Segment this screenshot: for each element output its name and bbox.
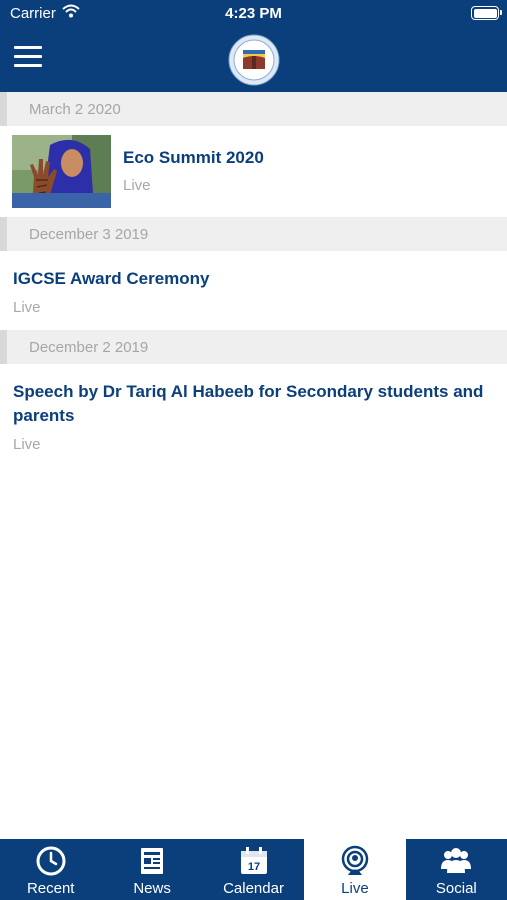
tab-news[interactable] xyxy=(101,839,202,900)
school-crest-logo xyxy=(228,34,280,86)
event-title: IGCSE Award Ceremony xyxy=(13,269,210,288)
clock-time: 4:23 PM xyxy=(225,5,282,22)
tab-label: Recent xyxy=(26,880,75,897)
live-feed-list xyxy=(0,92,507,467)
event-status-label: Live xyxy=(13,436,41,453)
tab-label: Calendar xyxy=(223,880,284,897)
tab-live[interactable] xyxy=(304,839,405,900)
list-item-igcse-award[interactable] xyxy=(0,251,507,330)
date-label: December 3 2019 xyxy=(29,225,149,243)
date-label: March 2 2020 xyxy=(29,100,121,118)
date-header xyxy=(0,217,507,251)
event-thumbnail-image xyxy=(12,135,111,208)
status-bar xyxy=(0,0,507,28)
battery-icon xyxy=(471,6,499,20)
tab-label: News xyxy=(133,880,171,897)
carrier-label: Carrier xyxy=(10,5,56,22)
event-title: Eco Summit 2020 xyxy=(123,148,264,167)
broadcast-icon xyxy=(339,845,371,877)
event-status-label: Live xyxy=(13,299,41,316)
people-icon xyxy=(440,845,472,877)
bottom-tab-bar xyxy=(0,839,507,900)
tab-social[interactable] xyxy=(406,839,507,900)
date-header xyxy=(0,92,507,126)
date-label: December 2 2019 xyxy=(29,338,149,356)
list-item-eco-summit[interactable] xyxy=(0,126,507,217)
tab-recent[interactable] xyxy=(0,839,101,900)
tab-calendar[interactable] xyxy=(203,839,304,900)
top-bar xyxy=(0,0,507,92)
calendar-day-label: 17 xyxy=(247,861,260,873)
hamburger-icon[interactable] xyxy=(14,46,42,70)
date-header xyxy=(0,330,507,364)
calendar-icon xyxy=(238,845,270,877)
newspaper-icon xyxy=(136,845,168,877)
tab-label: Live xyxy=(341,880,369,897)
clock-icon xyxy=(35,845,67,877)
event-title: Speech by Dr Tariq Al Habeeb for Secondary students and parents xyxy=(13,382,484,425)
list-item-speech[interactable] xyxy=(0,364,507,467)
tab-label: Social xyxy=(435,880,477,897)
event-status-label: Live xyxy=(123,177,151,194)
